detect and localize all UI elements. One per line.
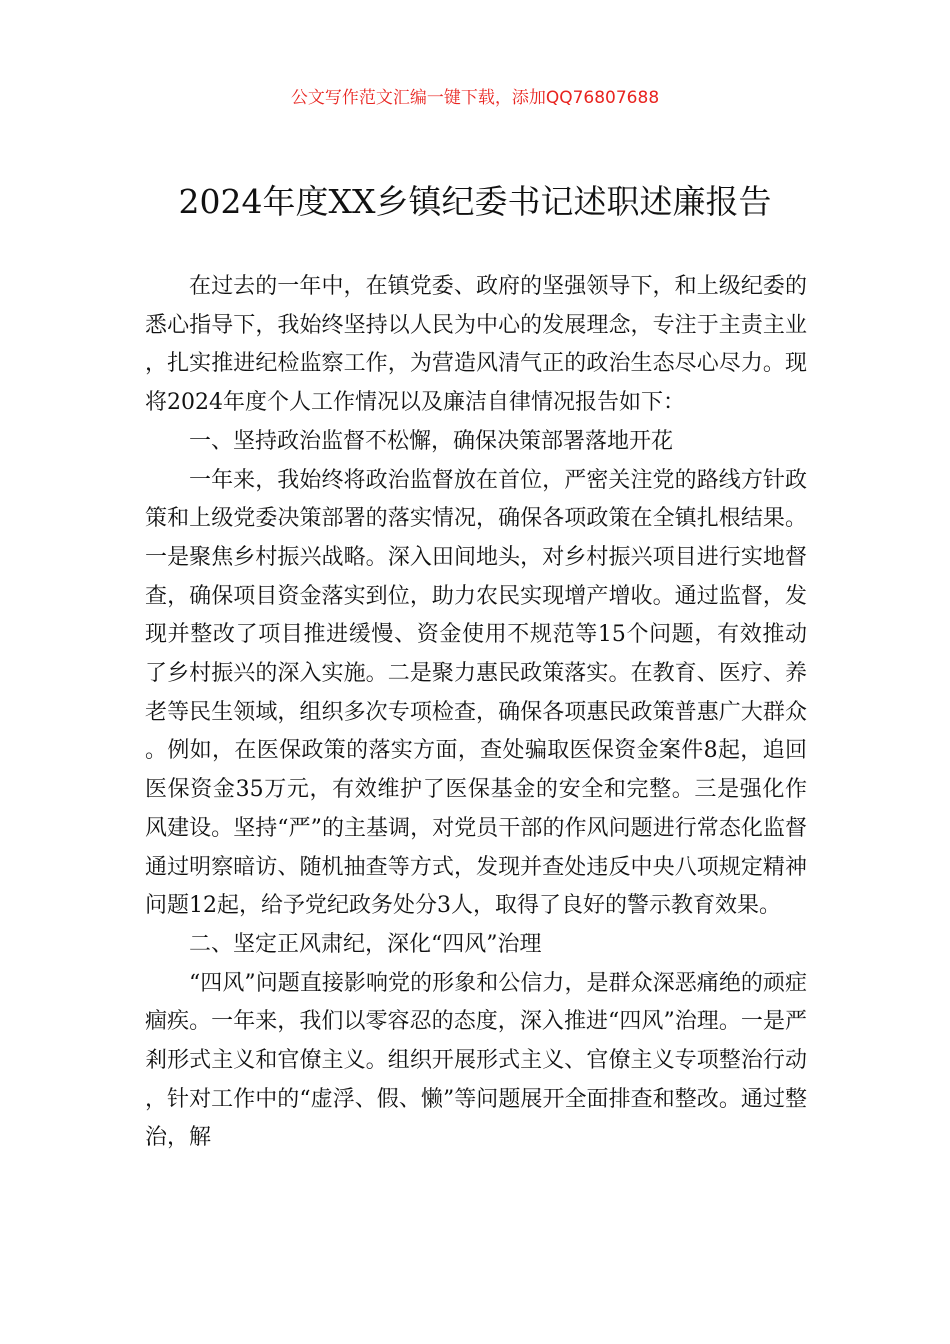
intro-paragraph: 在过去的一年中，在镇党委、政府的坚强领导下，和上级纪委的悉心指导下，我始终坚持以人民为中心的发展理念，专注于主责主业，扎实推进纪检监察工作，为营造风清气正的政治生态尽心尽力。现将2024年度个人工作情况以及廉洁自律情况报告如下： [145,274,807,416]
section-heading: 二、坚定正风肃纪，深化“四风”治理 [189,931,542,957]
document-body [145,268,807,1158]
section-heading: 一、坚持政治监督不松懈，确保决策部署落地开花 [189,428,674,454]
section-paragraph: 一年来，我始终将政治监督放在首位，严密关注党的路线方针政策和上级党委决策部署的落实情况，确保各项政策在全镇扎根结果。一是聚焦乡村振兴战略。深入田间地头，对乡村振兴项目进行实地督查，确保项目资金落实到位，助力农民实现增产增收。通过监督，发现并整改了项目推进缓慢、资金使用不规范等15个问题，有效推动了乡村振兴的深入实施。二是聚力惠民政策落实。在教育、医疗、养老等民生领域，组织多次专项检查，确保各项惠民政策普惠广大群众。例如，在医保政策的落实方面，查处骗取医保资金案件8起，追回医保资金35万元，有效维护了医保基金的安全和完整。三是强化作风建设。坚持“严”的主基调，对党员干部的作风问题进行常态化监督通过明察暗访、随机抽查等方式，发现并查处违反中央八项规定精神问题12起，给予党纪政务处分3人，取得了良好的警示教育效果。 [145,467,807,919]
document-title: 2024年度XX乡镇纪委书记述职述廉报告 [178,182,772,221]
section-paragraph: “四风”问题直接影响党的形象和公信力，是群众深恶痛绝的顽症痼疾。一年来，我们以零容忍的态度，深入推进“四风”治理。一是严剎形式主义和官僚主义。组织开展形式主义、官僚主义专项整治行动，针对工作中的“虚浮、假、懒”等问题展开全面排查和整改。通过整治，解 [145,970,807,1151]
promo-banner[interactable]: 公文写作范文汇编一键下载，添加QQ76807688 [290,88,660,108]
